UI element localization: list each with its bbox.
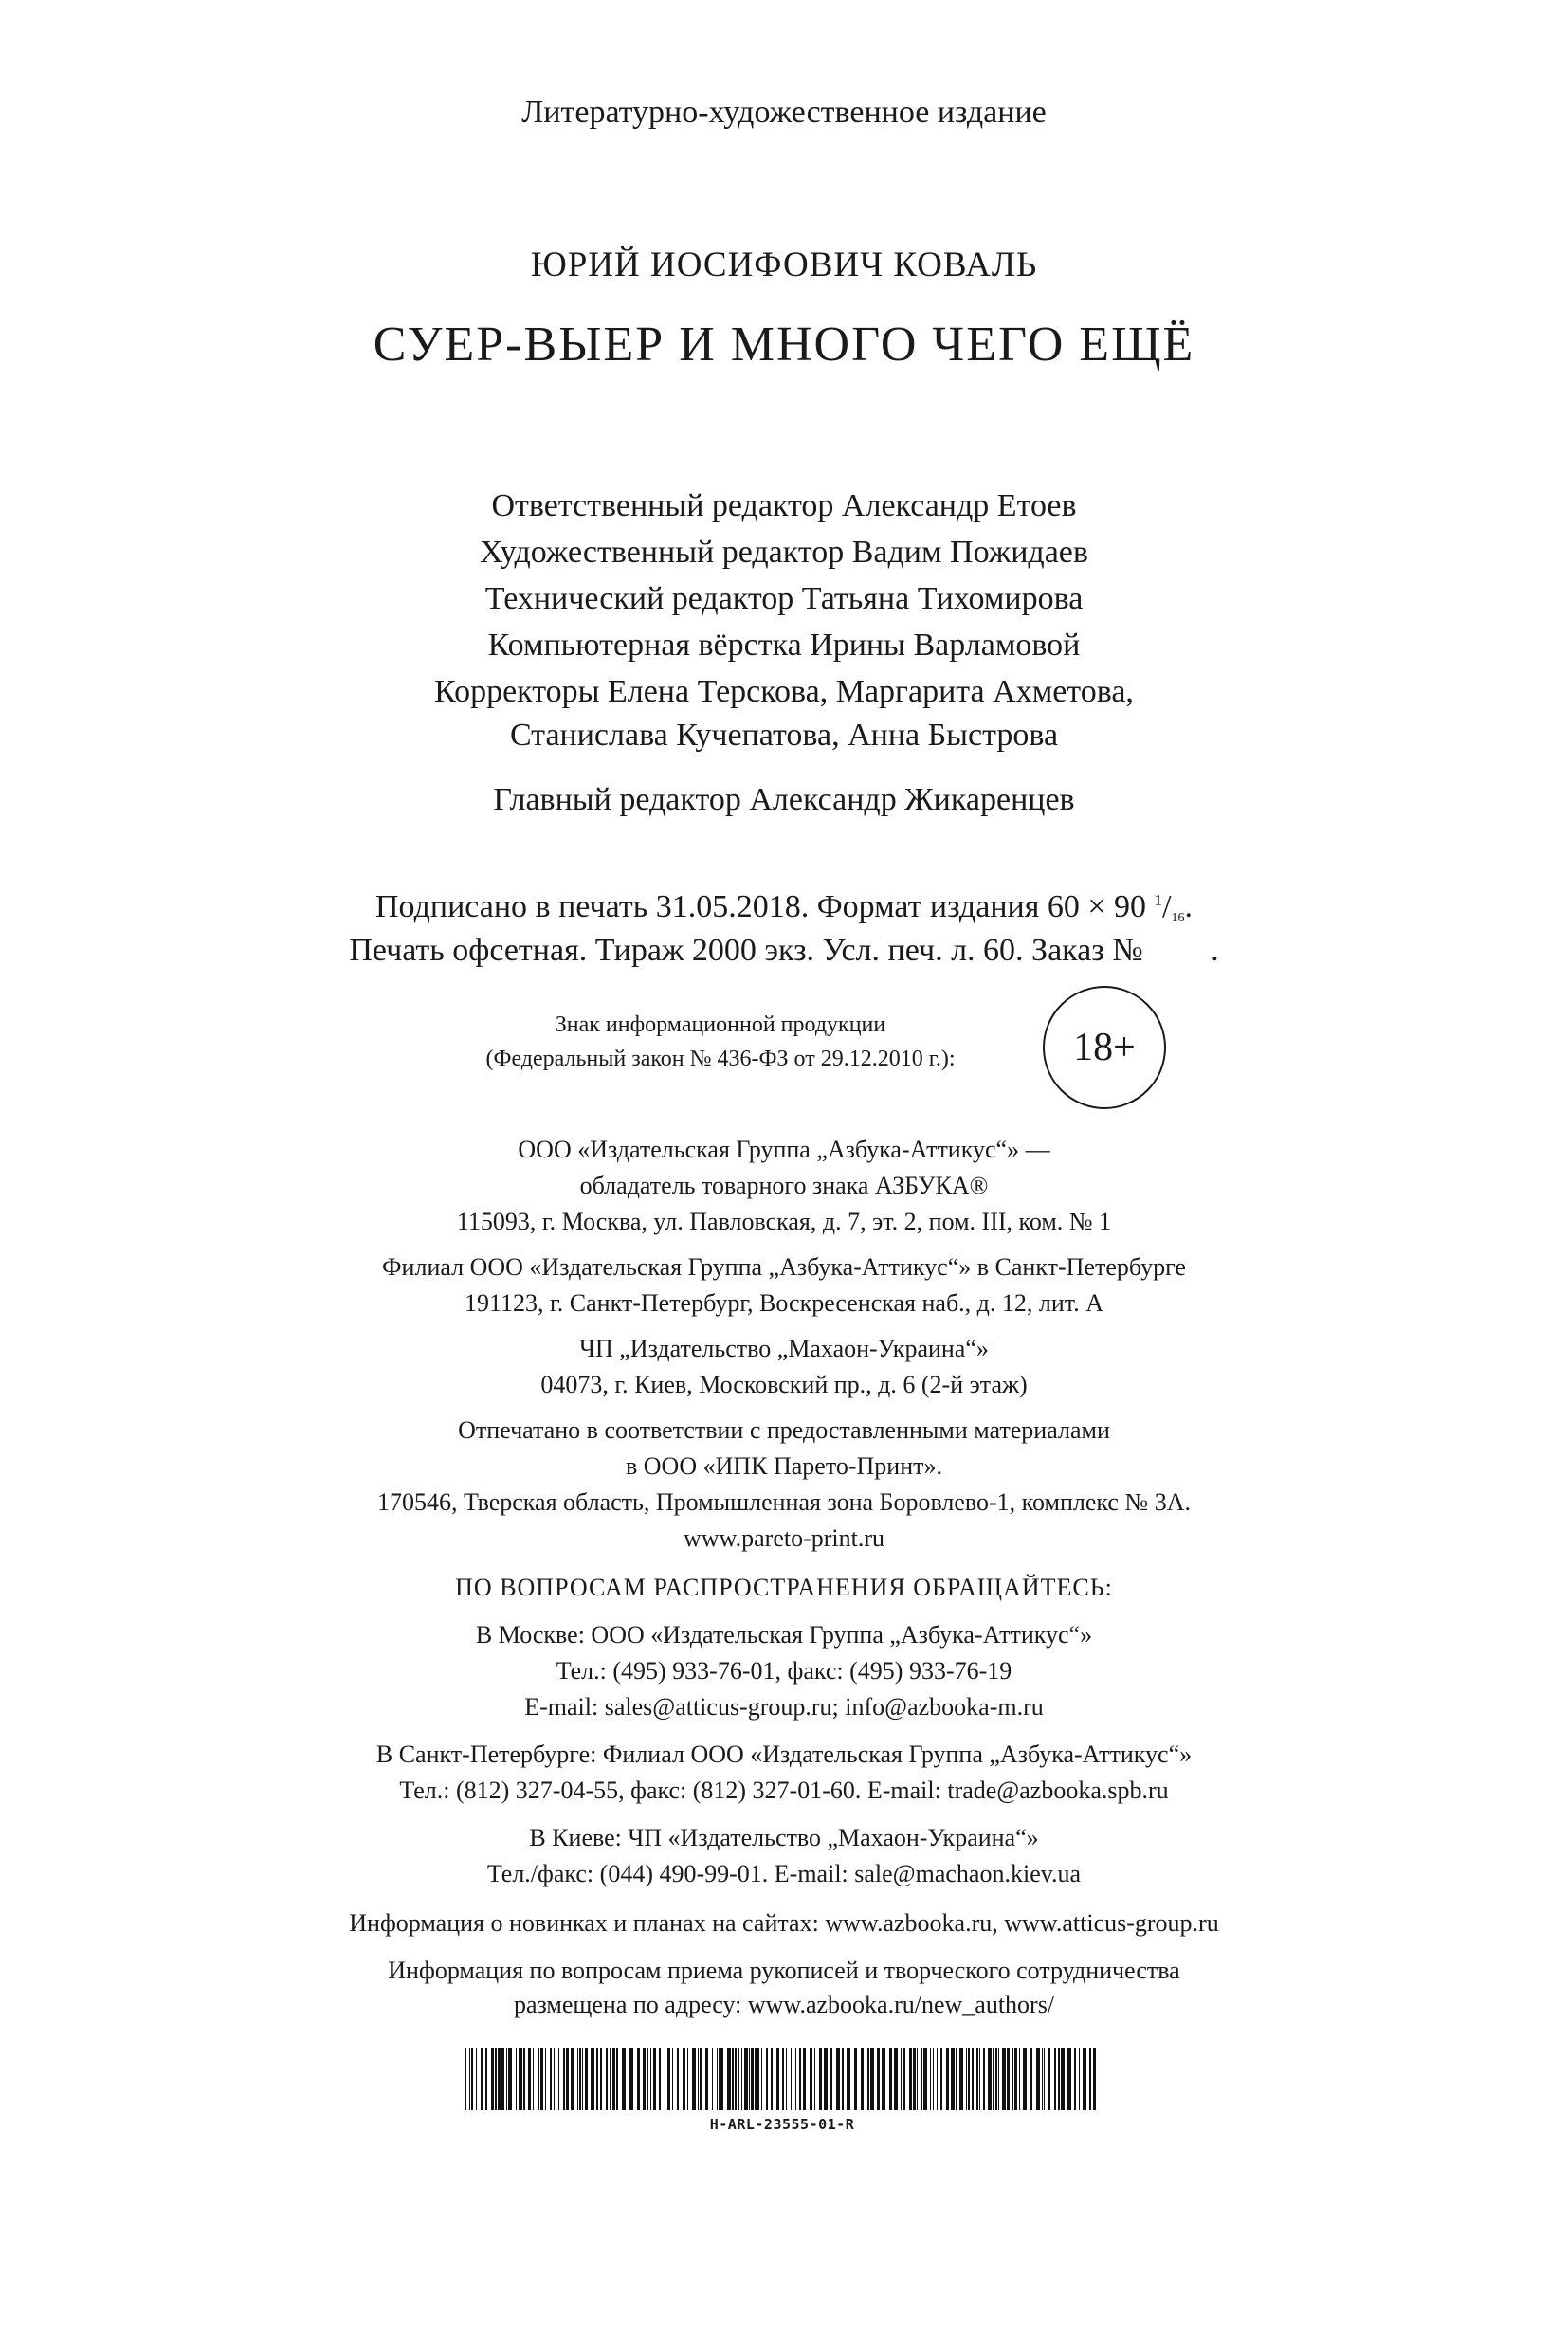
publisher-line: обладатель товарного знака АЗБУКА®: [579, 1172, 989, 1199]
kiev-contact-line: Тел./факс: (044) 490-99-01. E-mail: sale@machaon.kiev.ua: [486, 1860, 1082, 1887]
barcode-caption: H-ARL-23555-01-R: [709, 2116, 855, 2133]
order-number-end: .: [1211, 933, 1219, 968]
kiev-branch-address: 04073, г. Киев, Московский пр., д. 6 (2-й этаж): [540, 1371, 1028, 1398]
printer-website: www.pareto-print.ru: [683, 1524, 885, 1552]
format-fraction-denominator: 16: [1171, 911, 1185, 925]
staff-line: Корректоры Елена Терскова, Маргарита Ахметова,: [434, 674, 1134, 709]
imprint-line: Подписано в печать 31.05.2018. Формат издания 60 × 90 $^1/_{16}$.: [375, 889, 1193, 925]
publisher-address: 115093, г. Москва, ул. Павловская, д. 7, эт. 2, пом. III, ком. № 1: [456, 1208, 1112, 1235]
printer-line: Отпечатано в соответствии с предоставленными материалами: [458, 1416, 1110, 1444]
manuscripts-line: размещена по адресу: www.azbooka.ru/new_authors/: [513, 1991, 1055, 2018]
staff-line: Ответственный редактор Александр Етоев: [491, 488, 1077, 523]
imprint-text: Подписано в печать 31.05.2018. Формат издания 60 × 90: [375, 889, 1147, 924]
age-rating-badge: 18+: [1043, 986, 1166, 1109]
author-name: ЮРИЙ ИОСИФОВИЧ КОВАЛЬ: [530, 246, 1038, 284]
staff-line: Художественный редактор Вадим Пожидаев: [480, 535, 1088, 570]
printer-line: в ООО «ИПК Парето-Принт».: [625, 1452, 942, 1480]
age-mark-law: (Федеральный закон № 436-ФЗ от 29.12.2010 г.):: [485, 1047, 956, 1071]
spb-branch-address: 191123, г. Санкт-Петербург, Воскресенская наб., д. 12, лит. А: [465, 1289, 1103, 1317]
spb-branch-line: Филиал ООО «Издательская Группа „Азбука-Аттикус“» в Санкт-Петербурге: [382, 1253, 1186, 1281]
staff-line: Станислава Кучепатова, Анна Быстрова: [509, 718, 1059, 753]
spb-contact-line: Тел.: (812) 327-04-55, факс: (812) 327-01-60. E-mail: trade@azbooka.spb.ru: [399, 1777, 1169, 1804]
moscow-contact-line: В Москве: ООО «Издательская Группа „Азбука-Аттикус“»: [475, 1621, 1093, 1649]
publisher-line: ООО «Издательская Группа „Азбука-Аттикус“» —: [518, 1136, 1050, 1163]
edition-type: Литературно-художественное издание: [521, 95, 1047, 130]
kiev-branch-line: ЧП „Издательство „Махаон-Украина“»: [579, 1335, 989, 1362]
chief-editor: Главный редактор Александр Жикаренцев: [493, 782, 1075, 817]
barcode: [465, 2048, 1100, 2120]
imprint-line: [0, 933, 1568, 969]
kiev-contact-line: В Киеве: ЧП «Издательство „Махаон-Украина“»: [529, 1824, 1039, 1851]
printer-address: 170546, Тверская область, Промышленная зона Боровлево-1, комплекс № 3А.: [377, 1488, 1191, 1516]
book-title: СУЕР-ВЫЕР И МНОГО ЧЕГО ЕЩЁ: [373, 318, 1195, 372]
imprint-text: Печать офсетная. Тираж 2000 экз. Усл. печ. л. 60. Заказ №: [349, 933, 1143, 968]
distribution-heading: ПО ВОПРОСАМ РАСПРОСТРАНЕНИЯ ОБРАЩАЙТЕСЬ:: [455, 1574, 1113, 1601]
manuscripts-line: Информация по вопросам приема рукописей и творческого сотрудничества: [388, 1957, 1180, 1984]
spb-contact-line: В Санкт-Петербурге: Филиал ООО «Издательская Группа „Азбука-Аттикус“»: [375, 1740, 1193, 1768]
moscow-contact-line: E-mail: sales@atticus-group.ru; info@azbooka-m.ru: [524, 1693, 1044, 1721]
staff-line: Компьютерная вёрстка Ирины Варламовой: [487, 628, 1081, 663]
age-mark-label: Знак информационной продукции: [555, 1012, 886, 1037]
imprint-end: .: [1184, 889, 1193, 924]
websites-line: Информация о новинках и планах на сайтах: www.azbooka.ru, www.atticus-group.ru: [349, 1909, 1219, 1937]
staff-line: Технический редактор Татьяна Тихомирова: [484, 581, 1084, 616]
format-fraction-numerator: 1: [1154, 891, 1163, 909]
moscow-contact-line: Тел.: (495) 933-76-01, факс: (495) 933-76-19: [556, 1657, 1012, 1685]
